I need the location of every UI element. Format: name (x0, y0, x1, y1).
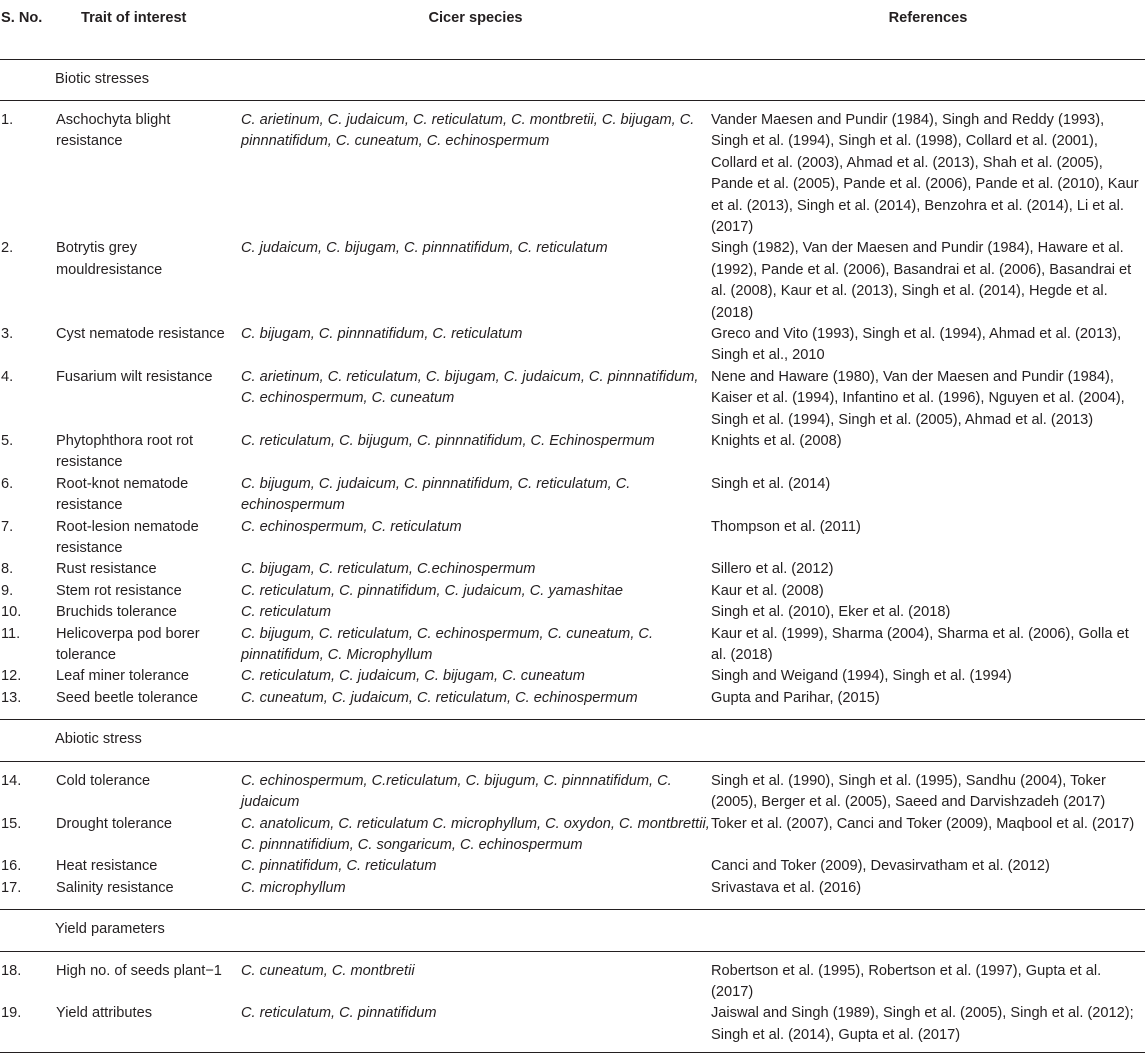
row-trait: Aschochyta blight resistance (56, 111, 171, 150)
section-spacer (0, 59, 55, 100)
table-row (0, 761, 1145, 813)
header-no: S. No. (0, 0, 55, 59)
row-number: 17. (0, 878, 55, 910)
row-species: C. cuneatum, C. montbretii (241, 962, 415, 979)
row-references: Singh et al. (2014) (711, 475, 831, 492)
row-number: 10. (1, 604, 22, 621)
row-number: 14. (1, 772, 22, 789)
row-trait: Cyst nematode resistance (56, 325, 225, 342)
row-references: Singh and Weigand (1994), Singh et al. (1994) (711, 668, 1012, 685)
row-trait: Rust resistance (56, 561, 157, 578)
row-number: 1. (1, 111, 14, 128)
table-row (0, 688, 1145, 720)
row-trait: Drought tolerance (56, 815, 173, 832)
row-references: Singh et al. (1990), Singh et al. (1995), Sandhu (2004), Toker (2005), Berger et al. (2005), Saeed and Darvishzadeh (2017) (711, 772, 1106, 811)
row-trait: Leaf miner tolerance (56, 668, 190, 685)
table-row (0, 666, 1145, 687)
row-trait: Heat resistance (56, 858, 158, 875)
row-references: Nene and Haware (1980), Van der Maesen and Pundir (1984), Kaiser et al. (1994), Infantino et al. (1996), Nguyen et al. (2004), Singh et al. (1994), Singh et al. (2005), Ahmad et al. (2013) (711, 368, 1125, 428)
row-number: 18. (1, 962, 22, 979)
row-species: C. judaicum, C. bijugam, C. pinnnatifidum, C. reticulatum (241, 240, 608, 257)
row-trait: Cold tolerance (56, 772, 151, 789)
section-row (0, 910, 1145, 951)
section-title: Biotic stresses (55, 59, 1145, 100)
row-species: C. anatolicum, C. reticulatum C. microphyllum, C. oxydon, C. montbrettii, C. pinnnatifidium, C. songaricum, C. echinospermum (241, 815, 710, 853)
row-number: 3. (1, 325, 14, 342)
table-row (0, 238, 1145, 324)
row-species: C. reticulatum, C. bijugum, C. pinnnatifidum, C. Echinospermum (241, 433, 655, 449)
row-trait: Seed beetle tolerance (55, 688, 240, 720)
row-references: Singh et al. (2010), Eker et al. (2018) (711, 604, 951, 621)
row-trait: Bruchids tolerance (56, 604, 177, 621)
row-references: Srivastava et al. (2016) (710, 878, 1145, 910)
row-species: C. bijugum, C. judaicum, C. pinnnatifidum, C. reticulatum, C. echinospermum (241, 475, 631, 514)
table-row (0, 856, 1145, 877)
row-trait: Root-lesion nematode resistance (56, 518, 199, 557)
table-row (0, 431, 1145, 474)
header-trait: Trait of interest (55, 0, 240, 59)
section-spacer (0, 910, 55, 951)
row-trait: Helicoverpa pod borer tolerance (56, 625, 200, 664)
table-row (0, 624, 1145, 667)
row-trait: Salinity resistance (55, 878, 240, 910)
section-title: Abiotic stress (55, 720, 1145, 761)
row-number: 2. (1, 240, 14, 257)
row-references: Kaur et al. (2008) (711, 582, 824, 599)
row-references: Singh (1982), Van der Maesen and Pundir (1984), Haware et al. (1992), Pande et al. (2006), Basandrai et al. (2006), Basandrai et al. (2008), Kaur et al. (2013), Singh et al. (2014), Hegde et al. (2018) (711, 240, 1132, 321)
section-title: Yield parameters (55, 910, 1145, 951)
table-row (0, 878, 1145, 910)
row-references: Gupta and Parihar, (2015) (710, 688, 1145, 720)
row-number: 16. (1, 858, 22, 875)
table-row (0, 324, 1145, 367)
row-references: Greco and Vito (1993), Singh et al. (1994), Ahmad et al. (2013), Singh et al., 2010 (711, 325, 1122, 364)
table-row (0, 602, 1145, 623)
row-species: C. reticulatum (241, 604, 332, 621)
table-row (0, 951, 1145, 1003)
row-references: Toker et al. (2007), Canci and Toker (2009), Maqbool et al. (2017) (711, 815, 1135, 832)
row-species: C. echinospermum, C. reticulatum (241, 518, 462, 535)
row-species: C. reticulatum, C. pinnatifidum, C. judaicum, C. yamashitae (241, 582, 624, 599)
table-row (0, 517, 1145, 560)
row-species: C. reticulatum, C. pinnatifidum (240, 1003, 710, 1052)
header-species: Cicer species (240, 0, 710, 59)
table-row (0, 559, 1145, 580)
row-references: Thompson et al. (2011) (711, 518, 861, 535)
row-species: C. arietinum, C. judaicum, C. reticulatum, C. montbretii, C. bijugam, C. pinnnatifidum, C. cuneatum, C. echinospermum (241, 111, 695, 150)
table-row (0, 474, 1145, 517)
row-trait: Yield attributes (55, 1003, 240, 1052)
row-number: 15. (1, 815, 22, 832)
row-number: 19. (0, 1003, 55, 1052)
row-number: 8. (1, 561, 14, 578)
row-references: Vander Maesen and Pundir (1984), Singh and Reddy (1993), Singh et al. (1994), Singh et al. (1998), Collard et al. (2001), Collard et al. (2003), Ahmad et al. (2013), Shah et al. (2005), Pande et al. (2005), Pande et al. (2006), Pande et al. (2010), Kaur et al. (2013), Singh et al. (2014), Benzohra et al. (2014), Li et al. (2017) (711, 111, 1139, 235)
row-species: C. bijugam, C. pinnnatifidum, C. reticulatum (241, 325, 523, 342)
row-references: Jaiswal and Singh (1989), Singh et al. (2005), Singh et al. (2012); Singh et al. (2014), Gupta et al. (2017) (710, 1003, 1145, 1052)
row-references: Knights et al. (2008) (711, 433, 842, 449)
row-species: C. microphyllum (240, 878, 710, 910)
row-species: C. reticulatum, C. judaicum, C. bijugam, C. cuneatum (241, 668, 585, 685)
row-references: Canci and Toker (2009), Devasirvatham et al. (2012) (711, 858, 1050, 875)
table-row (0, 367, 1145, 431)
row-species: C. echinospermum, C.reticulatum, C. bijugum, C. pinnnatifidum, C. judaicum (241, 772, 672, 811)
table-row (0, 100, 1145, 238)
row-trait: Fusarium wilt resistance (56, 368, 213, 385)
section-row (0, 59, 1145, 100)
row-species: C. cuneatum, C. judaicum, C. reticulatum, C. echinospermum (240, 688, 710, 720)
row-trait: Root-knot nematode resistance (56, 475, 189, 514)
section-spacer (0, 720, 55, 761)
row-number: 4. (1, 368, 14, 385)
row-references: Kaur et al. (1999), Sharma (2004), Sharma et al. (2006), Golla et al. (2018) (711, 625, 1129, 664)
row-number: 11. (1, 625, 21, 642)
table-row (0, 1003, 1145, 1052)
row-species: C. bijugam, C. reticulatum, C.echinospermum (241, 561, 536, 578)
row-trait: Phytophthora root rot resistance (56, 433, 194, 471)
row-references: Sillero et al. (2012) (711, 561, 834, 578)
row-number: 9. (1, 582, 14, 599)
row-trait: Stem rot resistance (56, 582, 182, 599)
row-trait: High no. of seeds plant−1 (56, 962, 222, 979)
row-number: 5. (1, 433, 14, 449)
row-trait: Botrytis grey mouldresistance (56, 240, 163, 278)
header-row (0, 0, 1145, 59)
table-row (0, 581, 1145, 602)
row-species: C. arietinum, C. reticulatum, C. bijugam, C. judaicum, C. pinnnatifidum, C. echinospermum, C. cuneatum (241, 368, 699, 407)
header-references: References (710, 0, 1145, 59)
row-number: 6. (1, 475, 14, 492)
row-number: 12. (1, 668, 22, 685)
row-species: C. pinnatifidum, C. reticulatum (241, 858, 437, 875)
row-references: Robertson et al. (1995), Robertson et al. (1997), Gupta et al. (2017) (711, 962, 1102, 1000)
row-number: 7. (1, 518, 14, 535)
section-row (0, 720, 1145, 761)
row-species: C. bijugum, C. reticulatum, C. echinospermum, C. cuneatum, C. pinnatifidum, C. Microphyllum (241, 625, 654, 664)
row-number: 13. (0, 688, 55, 720)
table-row (0, 814, 1145, 857)
